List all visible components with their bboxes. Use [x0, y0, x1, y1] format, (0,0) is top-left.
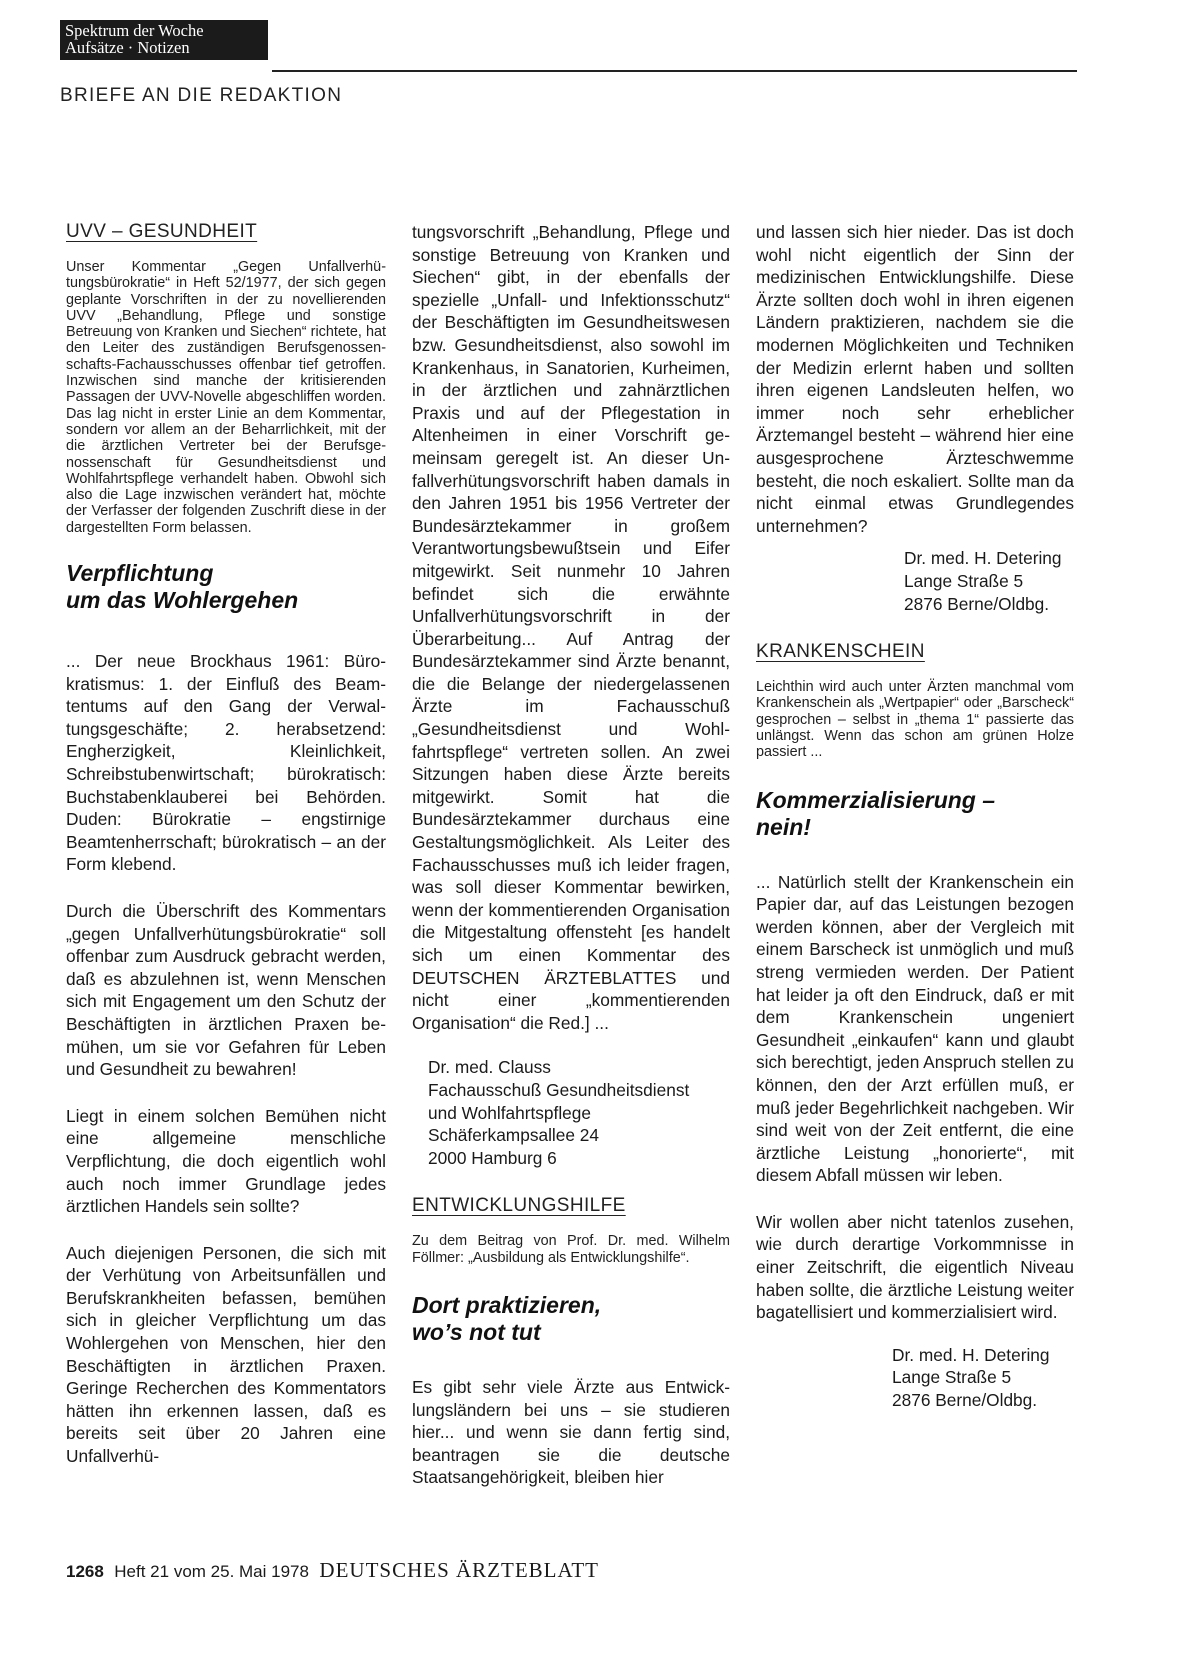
signature-name: Dr. med. H. Detering: [904, 548, 1062, 569]
letter-headline: [66, 560, 386, 614]
signature-address: Lange Straße 5: [904, 570, 1024, 591]
section-heading-entwicklungshilfe: ENTWICKLUNGSHILFE: [412, 1195, 626, 1217]
column-3: [756, 221, 1074, 1412]
editorial-intro: Zu dem Beitrag von Prof. Dr. med. Wilhelm Föllmer: „Ausbildung als Entwicklungshilfe“.: [412, 1233, 730, 1266]
body-paragraph: tungsvorschrift „Behandlung, Pflege und sonstige Betreuung von Kranken und Siechen“ gibt, in der ebenfalls der spezielle „Unfall- und Infektionsschutz“ der Beschäftigten im Gesundheitswesen bzw. Gesundheitsdienst, also sowohl im Krankenhaus, in Sanatorien, Kurheimen, in der ärztlichen und zahnärztlichen Praxis und auf der Pflegestation in Altenheimen in einer Vorschrift gemeinsam geregelt ist. An dieser Unfallverhütungsvorschrift haben damals in den Jahren 1951 bis 1956 Vertreter der Bundesärztekammer in großem Verantwortungsbewußtsein und Eifer mitgewirkt. Seit nunmehr 10 Jahren befindet sich die erwähnte Unfallverhütungsvorschrift in der Überarbeitung... Auf Antrag der Bundesärztekammer sind Ärzte benannt, die die Belange der niedergelassenen Ärzte im Fachausschuß „Gesundheitsdienst und Wohlfahrtspflege“ vertreten sollen. An zwei Sitzungen haben diese Ärzte bereits mitgewirkt. Somit hat die Bundesärztekammer durchaus eine Gestaltungsmöglichkeit. Als Leiter des Fachausschusses muß ich leider fragen, was soll dieser Kommentar bewirken, wenn der kommentierenden Organisation die Mitgestaltung offensteht [es handelt sich um einen Kommentar des DEUTSCHEN ÄRZTEBLATTES und nicht einer „kommentierenden Organisation“ die Red.] ...: [412, 222, 730, 1033]
body-paragraph: Liegt in einem solchen Bemühen nicht eine allgemeine menschliche Verpflichtung, die doch eigentlich wohl auch noch immer Grundlage jedes ärztlichen Handels sein sollte?: [66, 1105, 386, 1217]
headline-line-1: Verpflichtung: [66, 560, 214, 587]
signature-city: 2876 Berne/Oldbg.: [892, 1390, 1038, 1411]
headline-line-1: Dort praktizieren,: [412, 1291, 602, 1318]
section-tag-line-1: Spektrum der Woche: [65, 21, 204, 40]
body-paragraph: ... Der neue Brockhaus 1961: Bürokratismus: 1. der Einfluß des Beamtentums auf den Gang der Verwaltungsgeschäfte; 2. herabsetzend: Engherzigkeit, Kleinlichkeit, Schreibstubenwirtschaft; bürokratisch: Buchstabenklauberei bei Behörden. Duden: Bürokratie – engstirnige Beamtenherrschaft; bürokratisch – an der Form klebend.: [66, 651, 386, 875]
signature-block: [904, 547, 1074, 615]
signature-name: Dr. med. H. Detering: [892, 1344, 1050, 1365]
masthead: DEUTSCHES ÄRZTEBLATT: [319, 1558, 599, 1582]
body-paragraph: Durch die Überschrift des Kommentars „gegen Unfallverhütungsbürokratie“ soll offenbar zum Ausdruck gebracht werden, daß es abzulehnen ist, wenn Menschen sich mit Engagement um den Schutz der Beschäftigten in ärztlichen Praxen bemühen, um sie vor Gefahren für Leben und Gesundheit zu bewahren!: [66, 900, 386, 1080]
section-tag-line-2: Aufsätze · Notizen: [65, 38, 190, 57]
body-paragraph: Auch diejenigen Personen, die sich mit der Verhütung von Arbeitsunfällen und Berufskrankheiten befassen, bemühen sich in gleicher Verpflichtung um das Wohlergehen von Menschen, hier den Beschäftigten in ärztlichen Praxen. Geringe Recherchen des Kommentators hätten ihn erkennen lassen, daß es bereits seit über 20 Jahren eine Unfallverhü-: [66, 1242, 386, 1467]
signature-address: Schäferkampsallee 24: [428, 1125, 599, 1146]
rubric-title: BRIEFE AN DIE REDAKTION: [60, 85, 343, 106]
signature-name: Dr. med. Clauss: [428, 1057, 551, 1078]
signature-line: Fachausschuß Gesundheitsdienst: [428, 1079, 690, 1100]
section-tag: [60, 20, 268, 60]
signature-city: 2000 Hamburg 6: [428, 1147, 557, 1168]
issue-info: Heft 21 vom 25. Mai 1978: [114, 1562, 309, 1581]
signature-block: [428, 1056, 730, 1169]
signature-block: [892, 1344, 1074, 1412]
headline-line-2: wo’s not tut: [412, 1318, 541, 1345]
letter-headline: [756, 787, 1074, 841]
editorial-intro: Unser Kommentar „Gegen Unfallverhütungsbürokratie“ in Heft 52/1977, der sich gegen geplante Vorschriften in der zu novellierenden UVV „Behandlung, Pflege und sonstige Betreuung von Kranken und Siechen“ richtete, hat den Leiter des zuständigen Berufsgenossenschafts-Fachausschusses offenbar tief getroffen. Inzwischen sind manche der kritisierenden Passagen der UVV-Novelle abgeschliffen worden. Das lag nicht in erster Linie an dem Kommentar, sondern vor allem an der Beharrlichkeit, mit der die ärztlichen Vertreter bei der Berufsgenossenschaft für Gesundheitsdienst und Wohlfahrtspflege verhandelt haben. Obwohl sich also die Lage inzwischen verändert hat, möchte der Verfasser der folgenden Zuschrift diese in der dargestellten Form belassen.: [66, 259, 386, 536]
body-paragraph: Es gibt sehr viele Ärzte aus Entwicklungsländern bei uns – sie studieren hier... und wenn sie dann fertig sind, beantragen sie die deutsche Staatsangehörigkeit, bleiben hier: [412, 1376, 730, 1488]
headline-line-2: um das Wohlergehen: [66, 587, 299, 614]
header-rule: [272, 70, 1077, 72]
editorial-intro: Leichthin wird auch unter Ärzten manchmal vom Krankenschein als „Wertpapier“ oder „Barscheck“ gesprochen – selbst in „thema 1“ passierte das unlängst. Wenn das schon am grünen Holze passiert ...: [756, 679, 1074, 761]
headline-line-2: nein!: [756, 813, 811, 840]
letter-headline: [412, 1292, 730, 1346]
column-1: [66, 221, 386, 1468]
section-heading-uvv: UVV – GESUNDHEIT: [66, 221, 258, 242]
body-paragraph: und lassen sich hier nieder. Das ist doch wohl nicht eigentlich der Sinn der medizinischen Entwicklungshilfe. Diese Ärzte sollten doch wohl in ihren eigenen Ländern praktizieren, nachdem sie die modernen Möglichkeiten und Techniken der Medizin erlernt haben und sollten ihren eigenen Landsleuten helfen, wo immer noch sehr erheblicher Ärztemangel besteht – während hier eine ausgesprochene Ärzteschwemme besteht, die noch eskaliert. Sollte man da nicht einmal etwas Grundlegendes unternehmen?: [756, 222, 1074, 536]
page-number: 1268: [66, 1562, 104, 1581]
body-paragraph: ... Natürlich stellt der Krankenschein ein Papier dar, auf das Leistungen bezogen werden können, aber der Vergleich mit einem Barscheck ist unmöglich und muß streng vermieden werden. Der Patient hat leider ja oft den Eindruck, daß er mit dem Krankenschein ungeniert Gesundheit „einkaufen“ kann und glaubt sich berechtigt, jeden Anspruch stellen zu können, den der Arzt erfüllen muß, er muß jeder Begehrlichkeit nachgeben. Wir sind weit von der Zeit entfernt, die eine ärztliche Leistung „honorierte“, mit diesem Abfall müssen wir leben.: [756, 871, 1074, 1186]
column-2: [412, 221, 730, 1489]
body-paragraph: Wir wollen aber nicht tatenlos zusehen, wie durch derartige Vorkommnisse in einer Zeitschrift, die eigentlich Niveau haben sollte, die ärztliche Leistung weiter bagatellisiert und kommerzialisiert wird.: [756, 1211, 1074, 1323]
section-heading-krankenschein: KRANKENSCHEIN: [756, 641, 925, 663]
signature-address: Lange Straße 5: [892, 1367, 1012, 1388]
signature-city: 2876 Berne/Oldbg.: [904, 593, 1050, 614]
signature-line: und Wohlfahrtspflege: [428, 1102, 591, 1123]
page-footer: [66, 1558, 599, 1583]
headline-line-1: Kommerzialisierung –: [756, 786, 996, 813]
